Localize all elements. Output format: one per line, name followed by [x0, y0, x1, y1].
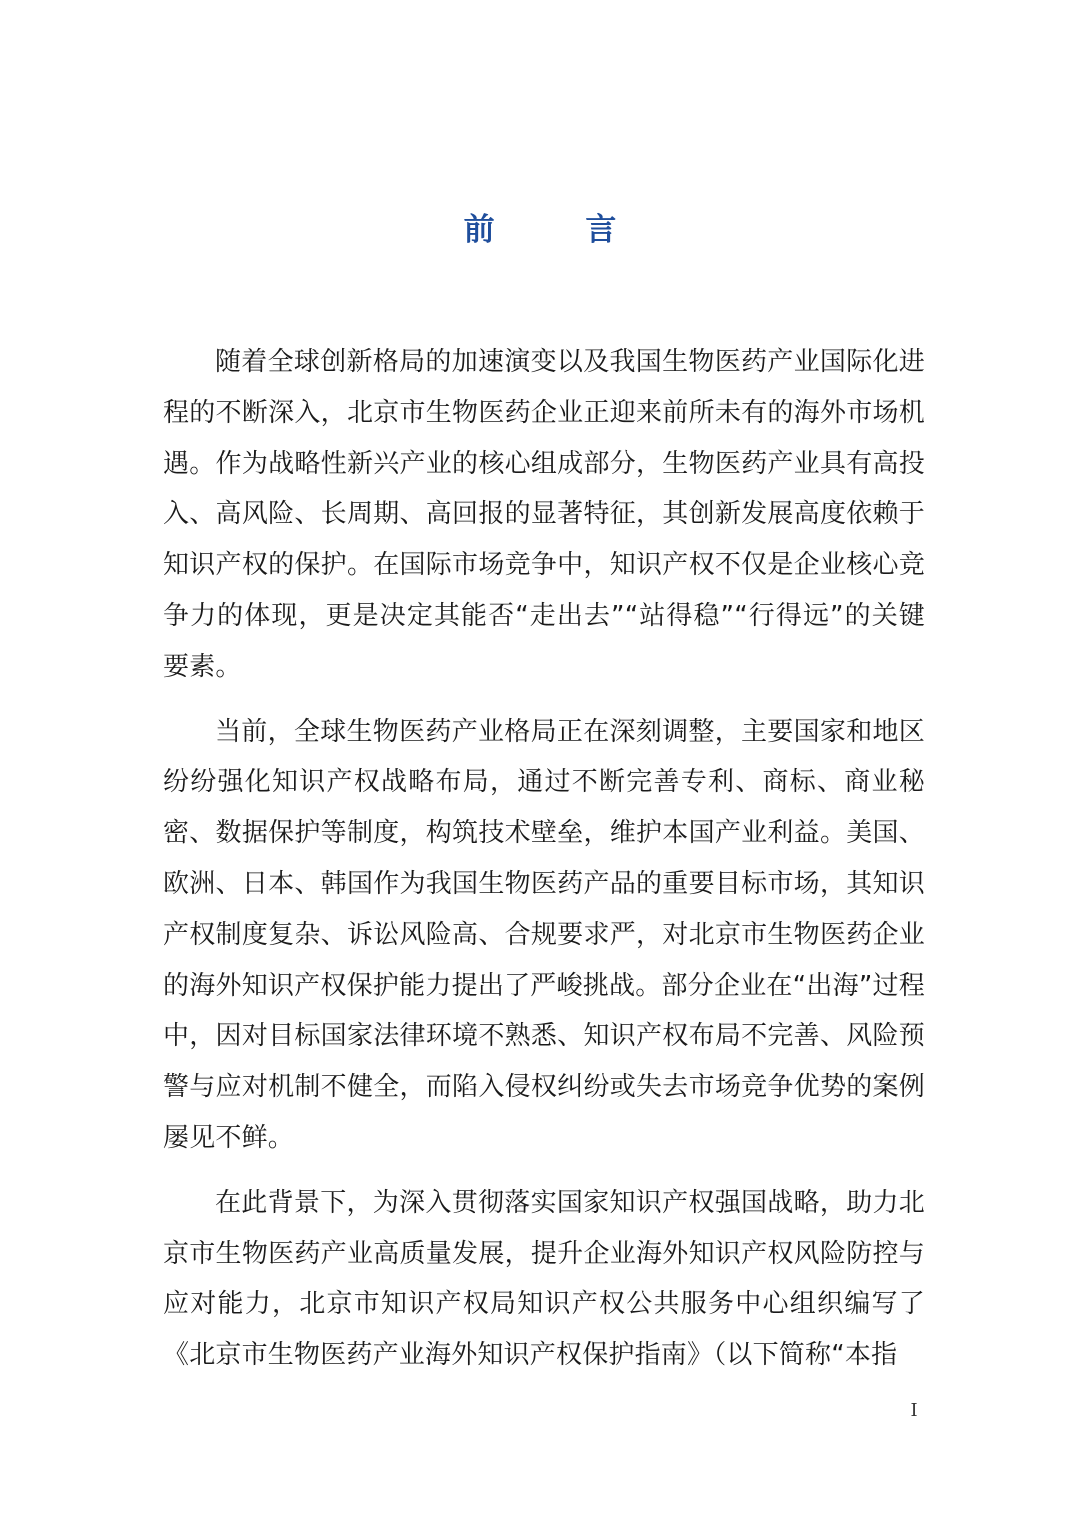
paragraph-1: 随着全球创新格局的加速演变以及我国生物医药产业国际化进程的不断深入，北京市生物医药企业正迎来前所未有的海外市场机遇。作为战略性新兴产业的核心组成部分，生物医药产业具有高投入、高风险、长周期、高回报的显著特征，其创新发展高度依赖于知识产权的保护。在国际市场竞争中，知识产权不仅是企业核心竞争力的体现，更是决定其能否“走出去”“站得稳”“行得远”的关键要素。 [163, 347, 925, 682]
paragraph-3: 在此背景下，为深入贯彻落实国家知识产权强国战略，助力北京市生物医药产业高质量发展，提升企业海外知识产权风险防控与应对能力，北京市知识产权局知识产权公共服务中心组织编写了《北京市生物医药产业海外知识产权保护指南》（以下简称“本指 [163, 1187, 925, 1371]
page-title: 前 言 [463, 212, 657, 248]
preface-body [163, 337, 925, 1395]
paragraph-2: 当前，全球生物医药产业格局正在深刻调整，主要国家和地区纷纷强化知识产权战略布局，通过不断完善专利、商标、商业秘密、数据保护等制度，构筑技术壁垒，维护本国产业利益。美国、欧洲、日本、韩国作为我国生物医药产品的重要目标市场，其知识产权制度复杂、诉讼风险高、合规要求严，对北京市生物医药企业的海外知识产权保护能力提出了严峻挑战。部分企业在“出海”过程中，因对目标国家法律环境不熟悉、知识产权布局不完善、风险预警与应对机制不健全，而陷入侵权纠纷或失去市场竞争优势的案例屡见不鲜。 [163, 716, 925, 1153]
page-number: I [910, 1400, 918, 1421]
